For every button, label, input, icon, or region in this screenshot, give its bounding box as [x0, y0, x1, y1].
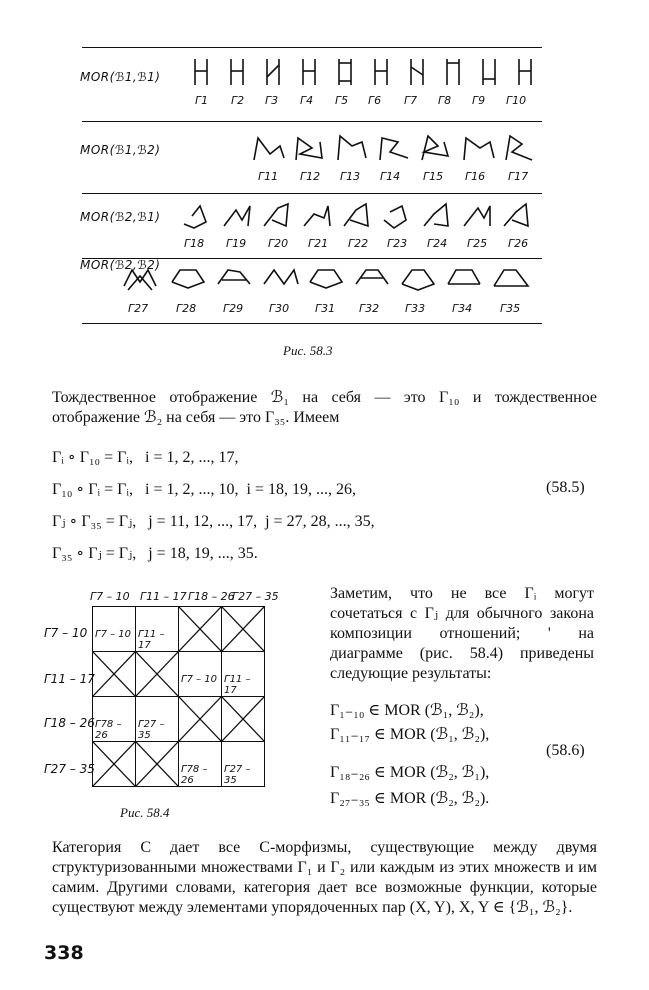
- gamma-26-diagram: [504, 204, 528, 226]
- cell-r2c1-crossed: [93, 652, 136, 697]
- composition-grid: [92, 606, 265, 787]
- equation-number-58-5: (58.5): [546, 479, 585, 496]
- cell-text: Γ7 – 10: [181, 674, 218, 685]
- paragraph-category: Категория C дает все C-морфизмы, существующие между двумя структуризованными множествами Γ₁ и Γ₂ или каждым из этих множеств и им самим. Другими словами, категория дает все возможные функции, которые существуют между элементами упорядоченных пар (X, Y), X, Y ∈ {ℬ₁, ℬ₂}.: [52, 839, 597, 916]
- figure-58-3-caption: Рис. 58.3: [283, 343, 333, 358]
- equation-number-58-6: (58.6): [546, 742, 585, 759]
- equation-4: Γ₃₅ ∘ Γⱼ = Γⱼ, j = 18, 19, ..., 35.: [52, 545, 258, 562]
- side-paragraph: Заметим, что не все Γᵢ могут сочетаться с Γⱼ для обычного закона композиции отношений; ' на диаграмме (рис. 58.4) приведены следующие результаты:: [330, 585, 594, 682]
- figure-top-rule: [82, 47, 542, 48]
- label-gamma-32: Γ32: [359, 302, 380, 315]
- label-gamma-12: Γ12: [300, 170, 321, 183]
- cell-r2c3: [179, 652, 222, 697]
- row-header-1: Γ7 – 10: [44, 626, 88, 640]
- cell-r3c4-crossed: [222, 697, 265, 742]
- gamma-32-diagram: [356, 270, 388, 284]
- equation-1: Γᵢ ∘ Γ₁₀ = Γᵢ, i = 1, 2, ..., 17,: [52, 449, 239, 466]
- gamma-11-diagram: [254, 138, 284, 160]
- gamma-20-diagram: [264, 204, 288, 226]
- cell-r4c4: [222, 742, 265, 787]
- result-4: Γ₂₇₋₃₅ ∈ MOR (ℬ₂, ℬ₂).: [330, 790, 490, 807]
- label-gamma-14: Γ14: [380, 170, 401, 183]
- label-gamma-7: Γ7: [404, 94, 418, 107]
- cell-r1c4-crossed: [222, 607, 265, 652]
- gamma-13-diagram: [338, 136, 366, 160]
- gamma-23-diagram: [384, 206, 406, 228]
- label-gamma-27: Γ27: [128, 302, 149, 315]
- row3-diagrams: [180, 200, 540, 234]
- label-gamma-30: Γ30: [269, 302, 290, 315]
- gamma-17-diagram: [506, 136, 532, 160]
- label-gamma-5: Γ5: [335, 94, 349, 107]
- label-gamma-35: Γ35: [500, 302, 521, 315]
- gamma-29-diagram: [218, 270, 250, 284]
- cell-text: Γ11 – 17: [138, 629, 165, 651]
- figure-58-4-caption: Рис. 58.4: [120, 805, 170, 820]
- gamma-30-diagram: [264, 270, 298, 284]
- col-header-4: Γ27 – 35: [232, 590, 279, 603]
- paragraph-identity: Тождественное отображение ℬ₁ на себя — это Γ₁₀ и тождественное отображение ℬ₂ на себя — это Γ₃₅. Имеем: [52, 389, 597, 426]
- label-gamma-8: Γ8: [438, 94, 452, 107]
- gamma-19-diagram: [224, 206, 250, 226]
- cell-r1c1: [93, 607, 136, 652]
- gamma-35-diagram: [494, 270, 528, 286]
- row-label-mor-b2-b1: MOR(ℬ2,ℬ1): [80, 210, 161, 224]
- row-header-2: Γ11 – 17: [44, 672, 95, 686]
- cell-r4c3: [179, 742, 222, 787]
- gamma-6-diagram: [375, 59, 387, 85]
- gamma-4-diagram: [303, 59, 315, 85]
- label-gamma-13: Γ13: [340, 170, 361, 183]
- row2-diagrams: [250, 132, 540, 166]
- cell-r3c3-crossed: [179, 697, 222, 742]
- cell-text: Γ78 – 26: [181, 764, 208, 786]
- gamma-27-diagram: [124, 270, 156, 290]
- row4-diagrams: [120, 262, 540, 296]
- label-gamma-25: Γ25: [467, 237, 488, 250]
- equation-2: Γ₁₀ ∘ Γᵢ = Γᵢ, i = 1, 2, ..., 10, i = 18, 19, ..., 26,: [52, 481, 356, 498]
- label-gamma-3: Γ3: [265, 94, 279, 107]
- cell-r3c2: [136, 697, 179, 742]
- row1-diagrams: [185, 55, 535, 91]
- cell-r2c4: [222, 652, 265, 697]
- gamma-10-diagram: [519, 59, 531, 85]
- label-gamma-31: Γ31: [315, 302, 336, 315]
- gamma-12-diagram: [296, 138, 322, 160]
- label-gamma-15: Γ15: [423, 170, 444, 183]
- gamma-18-diagram: [184, 206, 206, 228]
- col-header-3: Γ18 – 26: [188, 590, 235, 603]
- label-gamma-22: Γ22: [348, 237, 369, 250]
- cell-r1c3-crossed: [179, 607, 222, 652]
- gamma-5-diagram: [339, 59, 351, 85]
- cell-text: Γ27 – 35: [138, 719, 165, 741]
- label-gamma-9: Γ9: [472, 94, 486, 107]
- label-gamma-16: Γ16: [465, 170, 486, 183]
- gamma-2-diagram: [231, 59, 243, 85]
- gamma-34-diagram: [448, 270, 480, 284]
- label-gamma-18: Γ18: [184, 237, 205, 250]
- result-3: Γ₁₈₋₂₆ ∈ MOR (ℬ₂, ℬ₁),: [330, 764, 490, 781]
- label-gamma-33: Γ33: [405, 302, 426, 315]
- cell-r4c1-crossed: [93, 742, 136, 787]
- label-gamma-4: Γ4: [300, 94, 314, 107]
- gamma-33-diagram: [402, 270, 434, 290]
- label-gamma-28: Γ28: [176, 302, 197, 315]
- cell-r3c1: [93, 697, 136, 742]
- row-header-4: Γ27 – 35: [44, 762, 95, 776]
- gamma-1-diagram: [195, 59, 207, 85]
- cell-text: Γ78 – 26: [95, 719, 122, 741]
- label-gamma-21: Γ21: [308, 237, 329, 250]
- gamma-21-diagram: [304, 206, 330, 226]
- label-gamma-20: Γ20: [268, 237, 289, 250]
- label-gamma-26: Γ26: [508, 237, 529, 250]
- label-gamma-24: Γ24: [427, 237, 448, 250]
- gamma-25-diagram: [464, 206, 490, 226]
- gamma-8-diagram: [447, 59, 459, 85]
- label-gamma-23: Γ23: [387, 237, 408, 250]
- figure-bottom-rule: [82, 323, 542, 324]
- gamma-24-diagram: [424, 204, 448, 226]
- gamma-15-diagram: [422, 136, 448, 160]
- cell-r2c2-crossed: [136, 652, 179, 697]
- gamma-9-diagram: [483, 59, 495, 85]
- label-gamma-1: Γ1: [195, 94, 209, 107]
- gamma-14-diagram: [380, 138, 408, 160]
- cell-r1c2: [136, 607, 179, 652]
- col-header-2: Γ11 – 17: [140, 590, 187, 603]
- cell-r4c2-crossed: [136, 742, 179, 787]
- figure-rule-2: [82, 193, 542, 194]
- label-gamma-6: Γ6: [368, 94, 382, 107]
- label-gamma-29: Γ29: [223, 302, 244, 315]
- row-label-mor-b2-b2: MOR(ℬ2,ℬ2): [80, 258, 161, 272]
- equation-3: Γⱼ ∘ Γ₃₅ = Γⱼ, j = 11, 12, ..., 17, j = 27, 28, ..., 35,: [52, 513, 375, 530]
- gamma-3-diagram: [267, 59, 279, 85]
- col-header-1: Γ7 – 10: [90, 590, 130, 603]
- row-label-mor-b1-b2: MOR(ℬ1,ℬ2): [80, 143, 161, 157]
- label-gamma-17: Γ17: [508, 170, 529, 183]
- cell-text: Γ27 – 35: [224, 764, 251, 786]
- cell-text: Γ11 – 17: [224, 674, 251, 696]
- label-gamma-10: Γ10: [506, 94, 527, 107]
- cell-text: Γ7 – 10: [95, 629, 132, 640]
- gamma-16-diagram: [464, 138, 494, 160]
- page-number: 338: [44, 942, 84, 964]
- figure-rule-1: [82, 121, 542, 122]
- label-gamma-2: Γ2: [231, 94, 245, 107]
- gamma-7-diagram: [411, 59, 423, 85]
- gamma-31-diagram: [310, 270, 342, 288]
- result-2: Γ₁₁₋₁₇ ∈ MOR (ℬ₁, ℬ₂),: [330, 726, 490, 743]
- gamma-28-diagram: [172, 270, 204, 288]
- label-gamma-19: Γ19: [226, 237, 247, 250]
- label-gamma-34: Γ34: [452, 302, 473, 315]
- gamma-22-diagram: [344, 204, 368, 226]
- result-1: Γ₁₋₁₀ ∈ MOR (ℬ₁, ℬ₂),: [330, 702, 484, 719]
- row-header-3: Γ18 – 26: [44, 716, 95, 730]
- row-label-mor-b1-b1: MOR(ℬ1,ℬ1): [80, 70, 161, 84]
- label-gamma-11: Γ11: [258, 170, 279, 183]
